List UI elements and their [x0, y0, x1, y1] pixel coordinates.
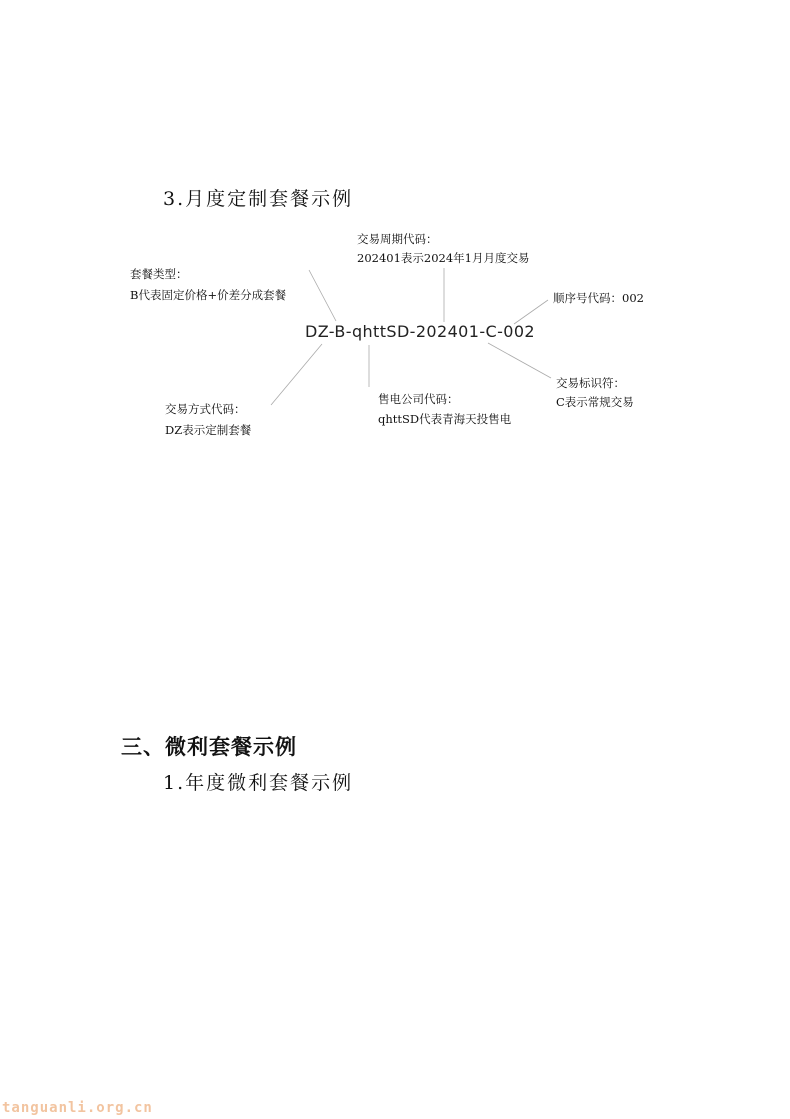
callout-trade-mode-desc: DZ表示定制套餐 — [165, 423, 252, 437]
callout-trade-flag-desc: C表示常规交易 — [556, 395, 634, 409]
connector-trade-mode — [271, 344, 322, 405]
callout-period-desc: 202401表示2024年1月月度交易 — [357, 251, 530, 265]
callout-company-desc: qhttSD代表青海天投售电 — [378, 412, 512, 426]
callout-package-type-title: 套餐类型： — [130, 267, 188, 281]
section-title-monthly: 3.月度定制套餐示例 — [163, 188, 354, 210]
callout-period-title: 交易周期代码： — [357, 232, 438, 246]
package-code: DZ-B-qhttSD-202401-C-002 — [305, 322, 535, 341]
connector-package-type — [309, 270, 336, 321]
callout-company-title: 售电公司代码： — [378, 392, 459, 406]
subsection-title-annual-micro-profit: 1.年度微利套餐示例 — [163, 772, 354, 794]
callout-sequence-title: 顺序号代码：002 — [553, 291, 644, 305]
watermark-text: tanguanli.org.cn — [2, 1100, 153, 1116]
connector-trade-flag — [488, 343, 551, 378]
connector-sequence — [514, 300, 548, 324]
section-title-micro-profit: 三、微利套餐示例 — [121, 735, 297, 759]
callout-trade-mode-title: 交易方式代码： — [165, 402, 246, 416]
callout-trade-flag-title: 交易标识符： — [556, 376, 625, 390]
callout-package-type-desc: B代表固定价格+价差分成套餐 — [130, 288, 287, 302]
